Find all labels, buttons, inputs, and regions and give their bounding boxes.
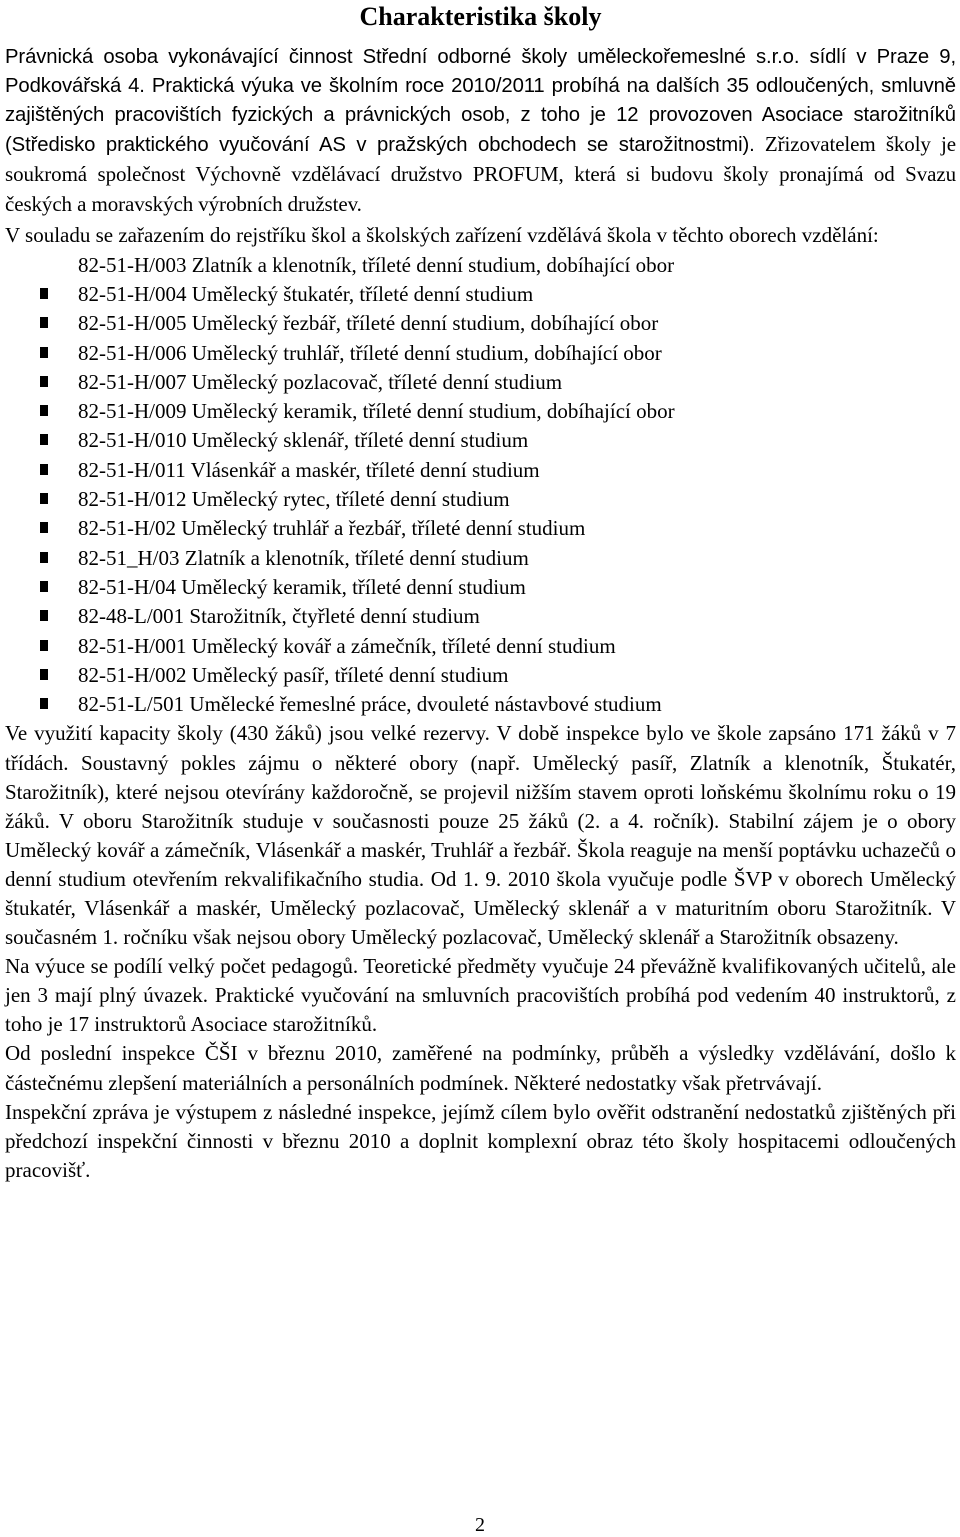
- list-item: [5, 514, 956, 543]
- intro-text-part2: Zřizovatelem školy je soukromá společnost Výchovně vzdělávací družstvo PROFUM, která si budovu školy pronajímá od Svazu českých a moravských výrobních družstev.: [5, 132, 956, 217]
- field-text: 82-51-H/001 Umělecký kovář a zámečník, tříleté denní studium: [78, 633, 616, 658]
- bullet-icon: [40, 493, 48, 504]
- page-title: Charakteristika školy: [359, 2, 602, 31]
- list-item: [5, 602, 956, 631]
- field-text: 82-51-H/02 Umělecký truhlář a řezbář, tříleté denní studium: [78, 516, 586, 541]
- list-item: [5, 426, 956, 455]
- list-item: [5, 251, 956, 280]
- bullet-icon: [40, 288, 48, 299]
- bullet-icon: [40, 640, 48, 651]
- bullet-icon: [40, 464, 48, 475]
- field-text: 82-51-H/002 Umělecký pasíř, tříleté denní studium: [78, 662, 509, 687]
- field-text: 82-51-H/006 Umělecký truhlář, tříleté denní studium, dobíhající obor: [78, 340, 662, 365]
- intro-text-part1: Právnická osoba vykonávající činnost Střední odborné školy uměleckořemeslné s.r.o. sídlí v Praze 9, Podkovářská 4. Praktická výuka ve školním roce 2010/2011 probíhá na dalších 35 odloučených, smluvně zajištěných pracovištích fyzických a právnických osob, z toho je 12 provozoven Asociace starožitníků (Středisko praktického vyučování AS v pražských obchodech se starožitnostmi).: [5, 46, 956, 157]
- bullet-icon: [40, 376, 48, 387]
- list-item: [5, 456, 956, 485]
- field-text: 82-51-H/003 Zlatník a klenotník, tříleté denní studium, dobíhající obor: [78, 252, 675, 277]
- field-text: 82-51_H/03 Zlatník a klenotník, tříleté denní studium: [78, 545, 529, 570]
- teachers-paragraph: Na výuce se podílí velký počet pedagogů. Teoretické předměty vyučuje 24 převážně kvalifikovaných učitelů, ale jen 3 mají plný úvazek. Praktické vyučování na smluvních pracovištích probíhá pod vedením 40 instruktorů, z toho je 17 instruktorů Asociace starožitníků.: [5, 954, 956, 1037]
- list-item: [5, 661, 956, 690]
- bullet-icon: [40, 522, 48, 533]
- page-number: 2: [475, 1514, 485, 1536]
- list-item: [5, 544, 956, 573]
- field-text: 82-51-H/004 Umělecký štukatér, tříleté denní studium: [78, 281, 534, 306]
- bullet-icon: [40, 405, 48, 416]
- list-item: [5, 309, 956, 338]
- field-text: 82-51-H/011 Vlásenkář a maskér, tříleté denní studium: [78, 457, 540, 482]
- field-text: 82-51-H/009 Umělecký keramik, tříleté denní studium, dobíhající obor: [78, 399, 675, 424]
- report-purpose-paragraph: Inspekční zpráva je výstupem z následné inspekce, jejímž cílem bylo ověřit odstranění nedostatků zjištěných při předchozí inspekční činnosti v březnu 2010 a doplnit komplexní obraz této školy hospitacemi odloučených pracovišť.: [5, 1099, 956, 1182]
- list-item: [5, 485, 956, 514]
- bullet-icon: [40, 698, 48, 709]
- list-item: [5, 690, 956, 719]
- list-item: [5, 368, 956, 397]
- capacity-paragraph: Ve využití kapacity školy (430 žáků) jsou velké rezervy. V době inspekce bylo ve škole zapsáno 171 žáků v 7 třídách. Soustavný pokles zájmu o některé obory (např. Umělecký pasíř, Zlatník a klenotník, Štukatér, Starožitník), které nejsou otevírány každoročně, se projevil nižším stavem oproti loňskému školnímu roku o 19 žáků. V oboru Starožitník studuje v současnosti pouze 25 žáků (2. a 4. ročník). Stabilní zájem je o obory Umělecký kovář a zámečník, Vlásenkář a maskér, Truhlář a řezbář. Škola reaguje na menší poptávku uchazečů o denní studium otevřením rekvalifikačního studia. Od 1. 9. 2010 škola vyučuje podle ŠVP v oborech Umělecký štukatér, Vlásenkář a maskér, Umělecký pozlacovač, Umělecký sklenář a v maturitním oboru Starožitník. V současném 1. ročníku však nejsou obory Umělecký pozlacovač, Umělecký sklenář a Starožitník obsazeny.: [5, 721, 956, 950]
- bullet-icon: [40, 581, 48, 592]
- bullet-icon: [40, 552, 48, 563]
- bullet-icon: [40, 434, 48, 445]
- bullet-icon: [40, 317, 48, 328]
- bullet-icon: [40, 669, 48, 680]
- list-item: [5, 632, 956, 661]
- field-text: 82-51-H/010 Umělecký sklenář, tříleté denní studium: [78, 428, 529, 453]
- bullet-icon: [40, 610, 48, 621]
- list-item: [5, 339, 956, 368]
- list-item: [5, 397, 956, 426]
- field-text: 82-51-H/012 Umělecký rytec, tříleté denní studium: [78, 487, 510, 512]
- list-item: [5, 573, 956, 602]
- document-page: [5, 0, 956, 1185]
- intro-paragraph: [5, 43, 956, 221]
- fields-list: [5, 251, 956, 720]
- field-text: 82-51-H/007 Umělecký pozlacovač, tříleté denní studium: [78, 369, 563, 394]
- field-text: 82-51-H/04 Umělecký keramik, tříleté denní studium: [78, 574, 526, 599]
- bullet-icon: [40, 347, 48, 358]
- fields-intro: V souladu se zařazením do rejstříku škol a školských zařízení vzdělává škola v těchto oborech vzdělání:: [5, 222, 879, 247]
- field-text: 82-51-L/501 Umělecké řemeslné práce, dvouleté nástavbové studium: [78, 692, 662, 717]
- since-last-inspection-paragraph: Od poslední inspekce ČŠI v březnu 2010, zaměřené na podmínky, průběh a výsledky vzdělávání, došlo k částečnému zlepšení materiálních a personálních podmínek. Některé nedostatky však přetrvávají.: [5, 1041, 956, 1095]
- list-item: [5, 280, 956, 309]
- field-text: 82-51-H/005 Umělecký řezbář, tříleté denní studium, dobíhající obor: [78, 311, 659, 336]
- field-text: 82-48-L/001 Starožitník, čtyřleté denní studium: [78, 604, 480, 629]
